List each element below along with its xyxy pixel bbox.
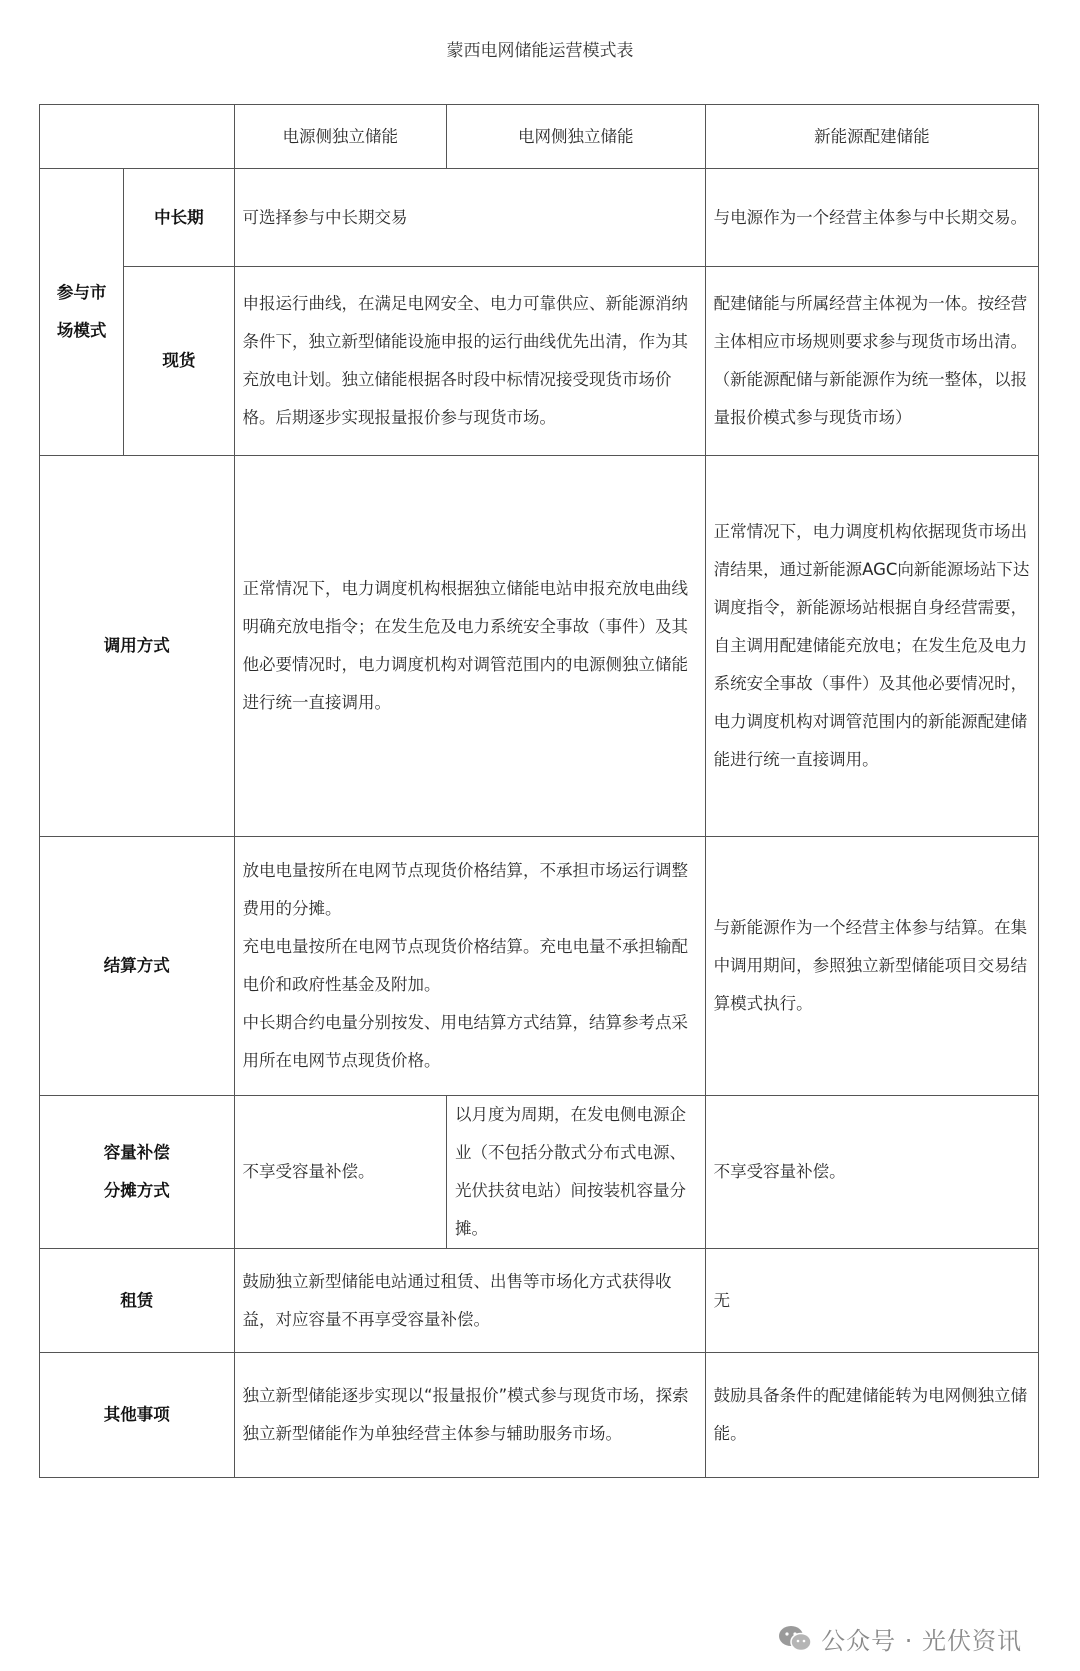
settlement-para-2: 充电电量按所在电网节点现货价格结算。充电电量不承担输配电价和政府性基金及附加。 (242, 937, 689, 994)
label-mid-long: 中长期 (124, 169, 234, 267)
wechat-icon (777, 1624, 813, 1654)
label-lease: 租赁 (40, 1249, 235, 1353)
cell-dispatch-renewable: 正常情况下，电力调度机构依据现货市场出清结果，通过新能源AGC向新能源场站下达调度指令，新能源场站根据自身经营需要，自主调用配建储能充放电；在发生危及电力系统安全事故（事件）及其他必要情况时，电力调度机构对调管范围内的新能源配建储能进行统一直接调用。 (705, 456, 1038, 837)
row-lease (40, 1249, 1039, 1353)
row-spot (40, 267, 1039, 456)
label-capacity (40, 1096, 235, 1249)
label-other: 其他事项 (40, 1353, 235, 1478)
header-blank-cell (40, 105, 235, 169)
row-other (40, 1353, 1039, 1478)
label-capacity-line1: 容量补偿 (103, 1143, 170, 1162)
storage-operation-table (39, 104, 1039, 1478)
watermark-text: 公众号 · 光伏资讯 (821, 1627, 1022, 1655)
cell-other-renewable: 鼓励具备条件的配建储能转为电网侧独立储能。 (705, 1353, 1038, 1478)
row-capacity (40, 1096, 1039, 1249)
label-capacity-line2: 分摊方式 (103, 1181, 170, 1200)
cell-mid-long-renewable: 与电源作为一个经营主体参与中长期交易。 (705, 169, 1038, 267)
cell-other-independent: 独立新型储能逐步实现以“报量报价”模式参与现货市场，探索独立新型储能作为单独经营主体参与辅助服务市场。 (234, 1353, 705, 1478)
row-dispatch (40, 456, 1039, 837)
row-mid-long (40, 169, 1039, 267)
cell-settlement-independent (234, 837, 705, 1096)
cell-spot-renewable: 配建储能与所属经营主体视为一体。按经营主体相应市场规则要求参与现货市场出清。（新能源配储与新能源作为统一整体，以报量报价模式参与现货市场） (705, 267, 1038, 456)
cell-capacity-source-side: 不享受容量补偿。 (234, 1096, 446, 1249)
cell-capacity-grid-side: 以月度为周期，在发电侧电源企业（不包括分散式分布式电源、光伏扶贫电站）间按装机容量分摊。 (446, 1096, 705, 1249)
cell-settlement-renewable: 与新能源作为一个经营主体参与结算。在集中调用期间，参照独立新型储能项目交易结算模式执行。 (705, 837, 1038, 1096)
cell-capacity-renewable: 不享受容量补偿。 (705, 1096, 1038, 1249)
header-row (40, 105, 1039, 169)
cell-dispatch-independent: 正常情况下，电力调度机构根据独立储能电站申报充放电曲线明确充放电指令；在发生危及电力系统安全事故（事件）及其他必要情况时，电力调度机构对调管范围内的电源侧独立储能进行统一直接调用。 (234, 456, 705, 837)
settlement-para-3: 中长期合约电量分别按发、用电结算方式结算，结算参考点采用所在电网节点现货价格。 (242, 1013, 689, 1070)
label-spot: 现货 (124, 267, 234, 456)
label-dispatch: 调用方式 (40, 456, 235, 837)
header-renewable: 新能源配建储能 (705, 105, 1038, 169)
cell-lease-renewable: 无 (705, 1249, 1038, 1353)
label-settlement: 结算方式 (40, 837, 235, 1096)
label-market-mode (40, 169, 124, 456)
cell-lease-independent: 鼓励独立新型储能电站通过租赁、出售等市场化方式获得收益，对应容量不再享受容量补偿。 (234, 1249, 705, 1353)
cell-spot-independent: 申报运行曲线，在满足电网安全、电力可靠供应、新能源消纳条件下，独立新型储能设施申报的运行曲线优先出清，作为其充放电计划。独立储能根据各时段中标情况接受现货市场价格。后期逐步实现报量报价参与现货市场。 (234, 267, 705, 456)
header-grid-side: 电网侧独立储能 (446, 105, 705, 169)
watermark (777, 1621, 1022, 1656)
cell-mid-long-independent: 可选择参与中长期交易 (234, 169, 705, 267)
row-settlement (40, 837, 1039, 1096)
settlement-para-1: 放电电量按所在电网节点现货价格结算，不承担市场运行调整费用的分摊。 (242, 861, 689, 918)
table-title: 蒙西电网储能运营模式表 (446, 41, 634, 61)
label-market-mode-line1: 参与市 (56, 283, 107, 302)
header-source-side: 电源侧独立储能 (234, 105, 446, 169)
label-market-mode-line2: 场模式 (56, 321, 107, 340)
